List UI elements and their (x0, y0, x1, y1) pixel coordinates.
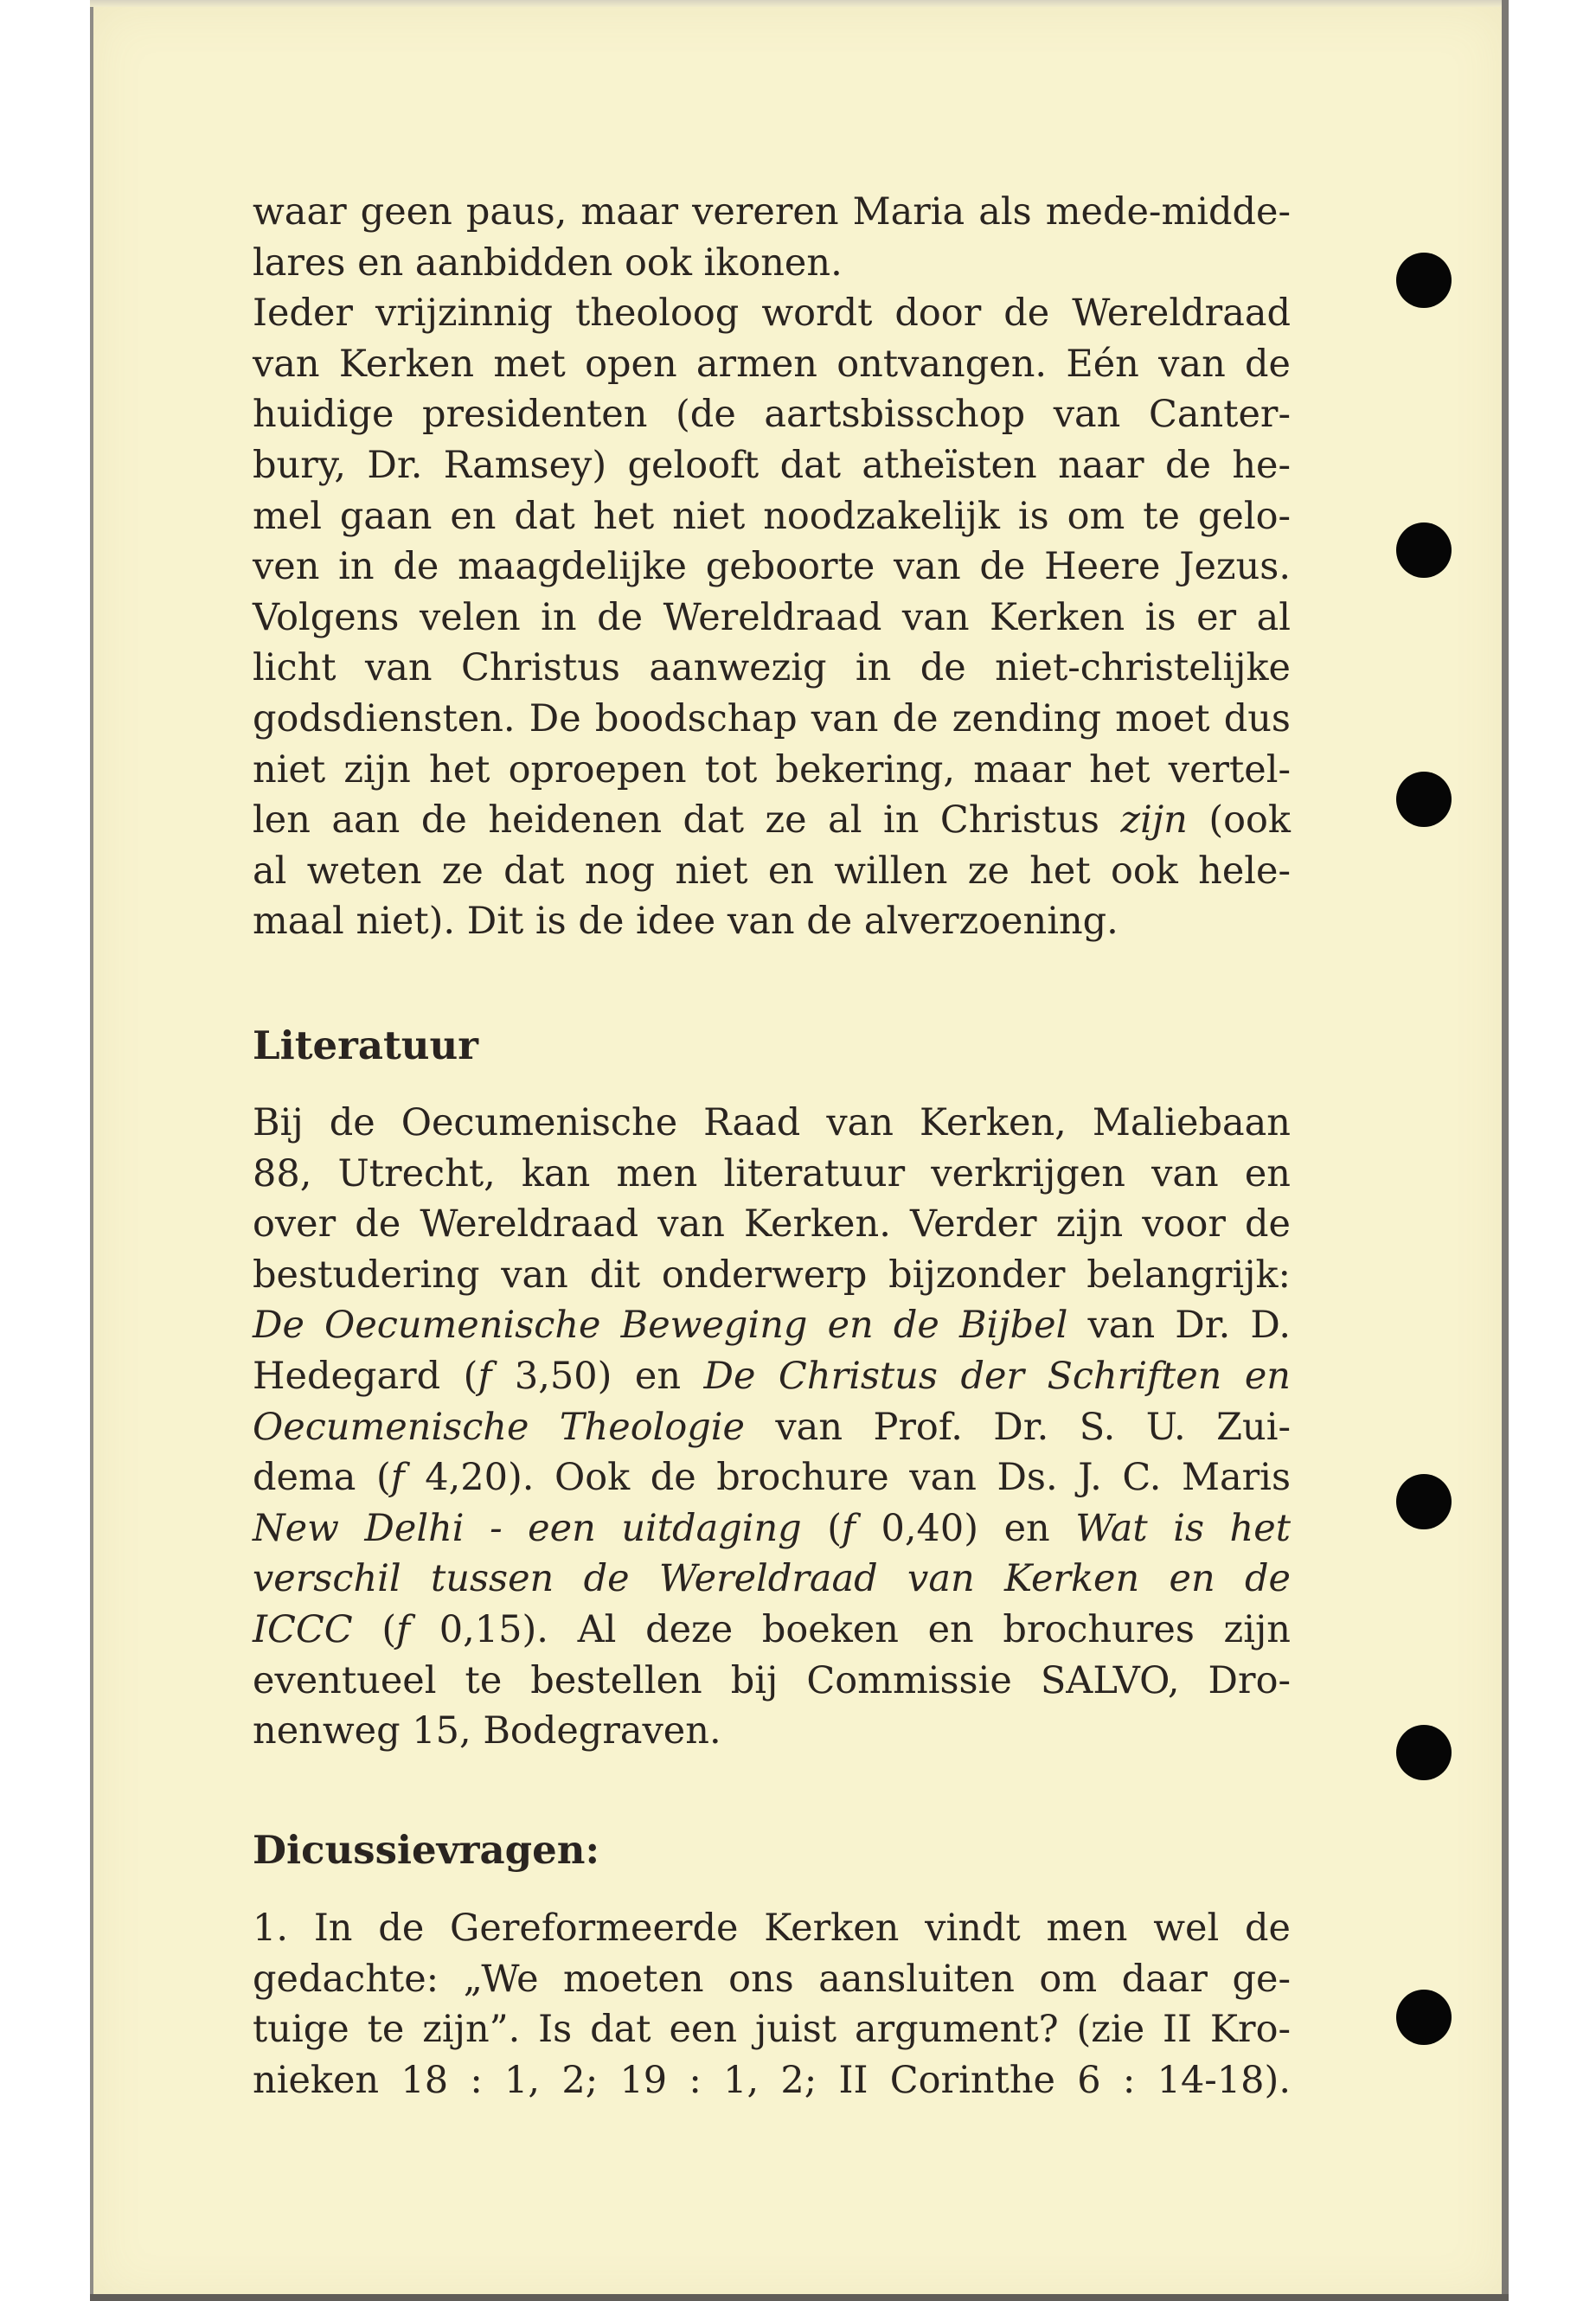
text-line: van Kerken met open armen ontvangen. Eén van de (253, 342, 1291, 386)
punch-hole-icon (1396, 772, 1452, 827)
text-line (253, 795, 1291, 846)
text-line: Volgens velen in de Wereldraad van Kerken is er al (253, 595, 1291, 639)
text-span: 0,15). Al deze boeken en brochures zijn (410, 1607, 1291, 1651)
text-line: al weten ze dat nog niet en willen ze het ook hele- (253, 849, 1291, 893)
book-title: De Christus der Schriften en (703, 1354, 1291, 1398)
text-line (253, 1351, 1291, 1402)
text-span: dema ( (253, 1456, 391, 1500)
punch-hole-icon (1396, 1725, 1452, 1780)
italic-word: zijn (1120, 798, 1188, 843)
text-span: 3,50) en (491, 1354, 704, 1398)
text-span: van Dr. D. (1067, 1304, 1291, 1348)
text-line: Bij de Oecumenische Raad van Kerken, Maliebaan (253, 1101, 1291, 1144)
guilder-sign: f (842, 1506, 856, 1550)
text-line: 1. In de Gereformeerde Kerken vindt men wel de (253, 1907, 1291, 1950)
text-line: waar geen paus, maar vereren Maria als mede-midde- (253, 190, 1291, 234)
book-title: New Delhi - een uitdaging (253, 1506, 802, 1550)
text-line: godsdiensten. De boodschap van de zending moet dus (253, 696, 1291, 740)
text-span: len aan de heidenen dat ze al in Christus (253, 798, 1121, 843)
text-line: maal niet). Dit is de idee van de alverzoening. (253, 900, 1118, 944)
text-span: (ook (1187, 798, 1291, 843)
text-line (253, 1402, 1291, 1453)
text-span: 0,40) en (855, 1506, 1076, 1550)
text-line: lares en aanbidden ook ikonen. (253, 240, 843, 285)
text-line: huidige presidenten (de aartsbisschop van Canter- (253, 393, 1291, 437)
guilder-sign: f (396, 1607, 411, 1651)
text-line: gedachte: „We moeten ons aansluiten om daar ge- (253, 1957, 1291, 2001)
text-line (253, 1605, 1291, 1656)
text-line: 88, Utrecht, kan men literatuur verkrijgen van en (253, 1151, 1291, 1195)
text-line (253, 1300, 1291, 1351)
literatuur-paragraph (253, 1098, 1291, 1757)
guilder-sign: f (390, 1456, 405, 1500)
text-line: bury, Dr. Ramsey) gelooft dat atheïsten naar de he- (253, 443, 1291, 487)
punch-hole-icon (1396, 253, 1452, 308)
text-line: niet zijn het oproepen tot bekering, maar het vertel- (253, 747, 1291, 792)
section-heading-discussion: Dicussievragen: (253, 1827, 600, 1873)
text-line: licht van Christus aanwezig in de niet-christelijke (253, 646, 1291, 690)
page-right-edge (1502, 0, 1509, 2301)
punch-hole-icon (1396, 1990, 1452, 2045)
book-title: Wat is het (1075, 1506, 1291, 1550)
discussion-paragraph (253, 1903, 1291, 2106)
text-line: bestudering van dit onderwerp bijzonder belangrijk: (253, 1253, 1291, 1297)
text-span: van Prof. Dr. S. U. Zui- (744, 1405, 1291, 1449)
text-span: 4,20). Ook de brochure van Ds. J. C. Maris (404, 1456, 1292, 1500)
text-line: mel gaan en dat het niet noodzakelijk is om te gelo- (253, 494, 1291, 538)
intro-paragraph (253, 187, 1291, 947)
text-line: Ieder vrijzinnig theoloog wordt door de Wereldraad (253, 292, 1291, 336)
text-line: ven in de maagdelijke geboorte van de Heere Jezus. (253, 545, 1291, 589)
section-heading-literatuur: Literatuur (253, 1022, 478, 1068)
text-span: ( (801, 1506, 843, 1550)
text-line (253, 1452, 1291, 1503)
text-span: Hedegard ( (253, 1354, 478, 1398)
guilder-sign: f (478, 1354, 492, 1398)
text-line: verschil tussen de Wereldraad van Kerken en de (253, 1557, 1291, 1601)
book-title: ICCC (253, 1607, 353, 1651)
text-span: ( (352, 1607, 397, 1651)
text-line: eventueel te bestellen bij Commissie SALVO, Dro- (253, 1658, 1291, 1702)
punch-hole-icon (1396, 522, 1452, 578)
text-line: nieken 18 : 1, 2; 19 : 1, 2; II Corinthe 6 : 14-18). (253, 2058, 1291, 2102)
page-top-edge (90, 0, 1509, 7)
text-line (253, 1503, 1291, 1554)
text-line: nenweg 15, Bodegraven. (253, 1709, 721, 1753)
text-line: tuige te zijn”. Is dat een juist argument? (zie II Kro- (253, 2008, 1291, 2052)
punch-hole-icon (1396, 1474, 1452, 1529)
text-line: over de Wereldraad van Kerken. Verder zijn voor de (253, 1202, 1291, 1247)
book-title: De Oecumenische Beweging en de Bijbel (253, 1304, 1068, 1348)
book-title: Oecumenische Theologie (253, 1405, 745, 1449)
page-bottom-edge (90, 2294, 1509, 2301)
